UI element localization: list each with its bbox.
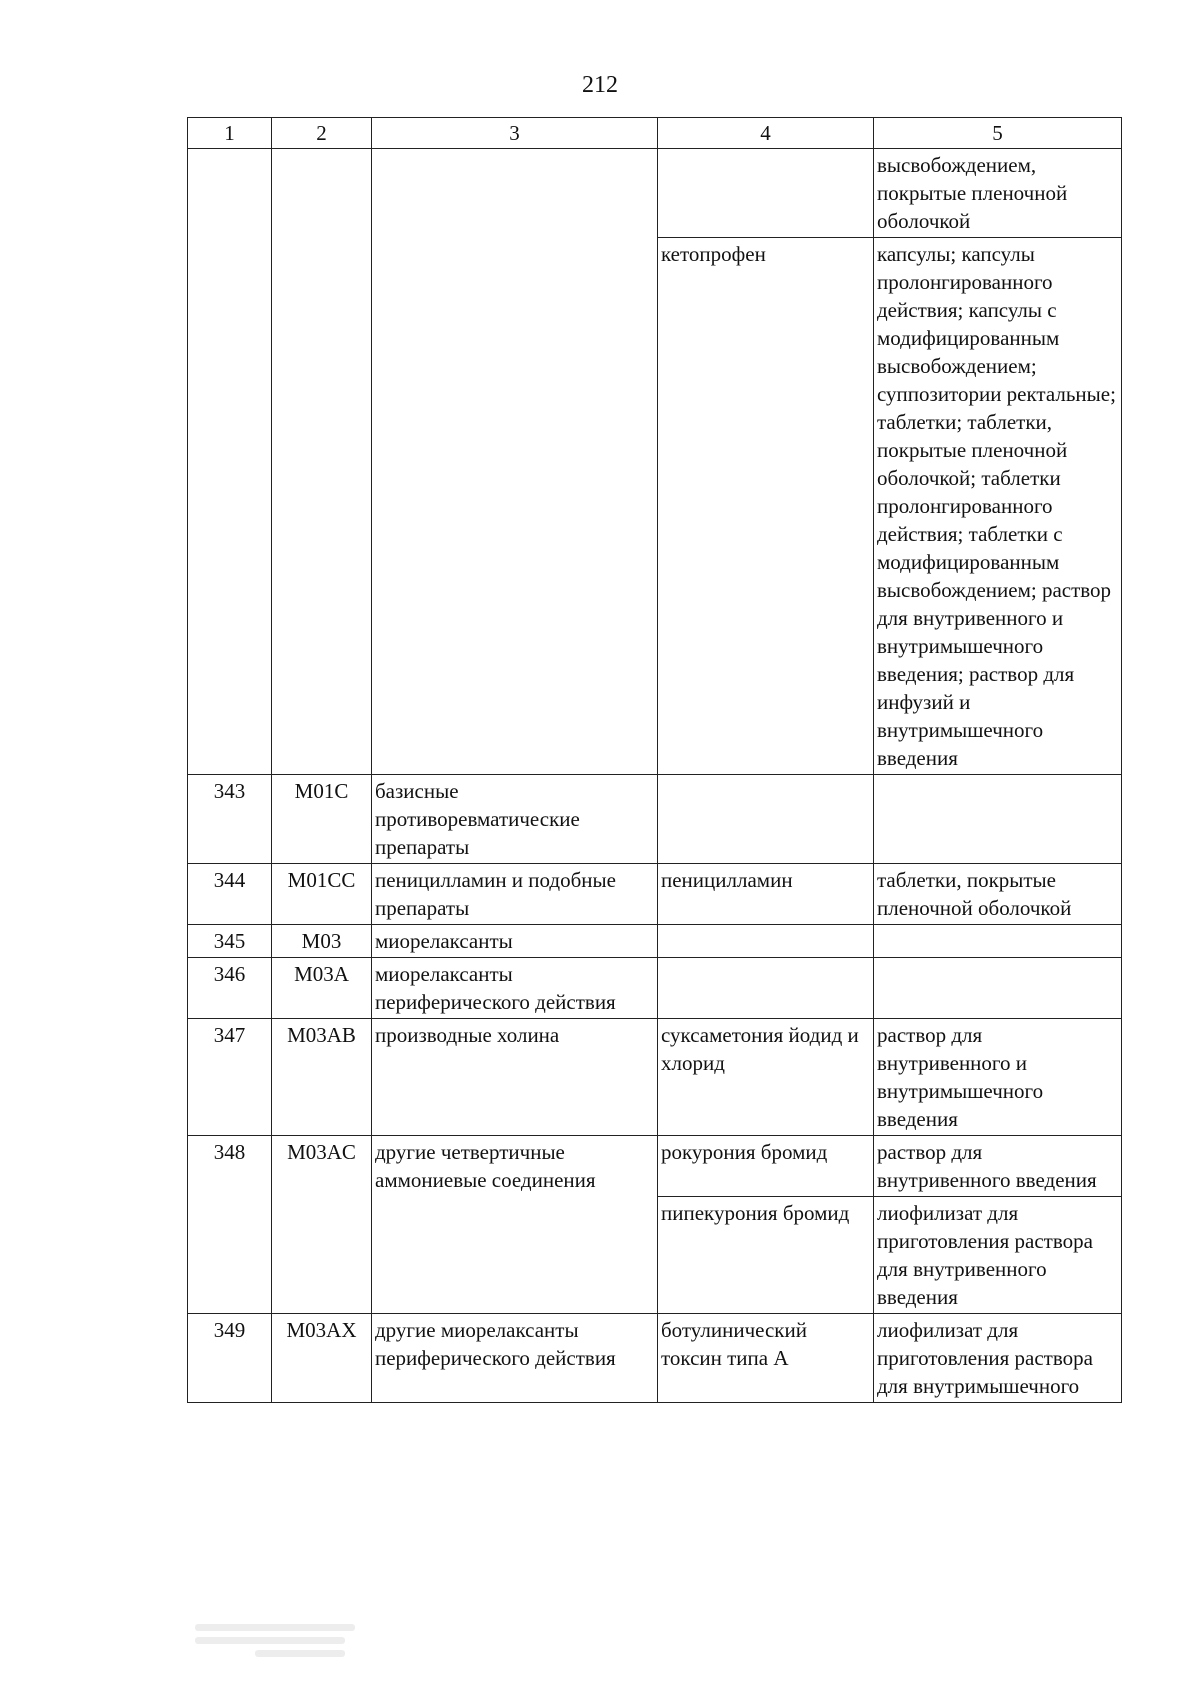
drug-name-cell: ботулинический токсин типа А — [658, 1314, 874, 1403]
group-name-cell: базисные противоревматические препараты — [372, 775, 658, 864]
medicines-table — [187, 117, 1122, 1403]
column-header-3: 3 — [372, 118, 658, 149]
atc-code-cell: M03AB — [272, 1019, 372, 1136]
drug-name-cell: пеницилламин — [658, 864, 874, 925]
drug-name-cell — [658, 149, 874, 238]
atc-code-cell: M01CC — [272, 864, 372, 925]
group-name-cell: другие четвертичные аммониевые соединения — [372, 1136, 658, 1314]
atc-code-cell: M03A — [272, 958, 372, 1019]
page-number: 212 — [582, 72, 618, 98]
drug-name-cell — [658, 925, 874, 958]
drug-name-cell: пипекурония бромид — [658, 1197, 874, 1314]
table-row — [188, 925, 1122, 958]
row-number-cell: 345 — [188, 925, 272, 958]
header-row — [188, 118, 1122, 149]
dosage-form-cell: высвобождением, покрытые пленочной оболочкой — [874, 149, 1122, 238]
table-row — [188, 775, 1122, 864]
drug-name-cell: кетопрофен — [658, 238, 874, 775]
row-number-cell: 343 — [188, 775, 272, 864]
column-header-2: 2 — [272, 118, 372, 149]
drug-name-cell: суксаметония йодид и хлорид — [658, 1019, 874, 1136]
faded-stamp-mark — [195, 1618, 370, 1668]
table-row — [188, 149, 1122, 238]
group-name-cell — [372, 149, 658, 775]
group-name-cell: другие миорелаксанты периферического действия — [372, 1314, 658, 1403]
row-number-cell: 346 — [188, 958, 272, 1019]
group-name-cell: миорелаксанты периферического действия — [372, 958, 658, 1019]
table-row — [188, 1019, 1122, 1136]
group-name-cell: производные холина — [372, 1019, 658, 1136]
group-name-cell: миорелаксанты — [372, 925, 658, 958]
dosage-form-cell: лиофилизат для приготовления раствора для внутримышечного — [874, 1314, 1122, 1403]
row-number-cell — [188, 149, 272, 775]
table-row — [188, 864, 1122, 925]
atc-code-cell — [272, 149, 372, 775]
row-number-cell: 347 — [188, 1019, 272, 1136]
column-header-5: 5 — [874, 118, 1122, 149]
column-header-1: 1 — [188, 118, 272, 149]
row-number-cell: 349 — [188, 1314, 272, 1403]
drug-name-cell — [658, 775, 874, 864]
atc-code-cell: M03 — [272, 925, 372, 958]
column-header-4: 4 — [658, 118, 874, 149]
table-row — [188, 1314, 1122, 1403]
table-row — [188, 1136, 1122, 1197]
dosage-form-cell — [874, 775, 1122, 864]
dosage-form-cell: раствор для внутривенного и внутримышечного введения — [874, 1019, 1122, 1136]
dosage-form-cell: капсулы; капсулы пролонгированного действия; капсулы с модифицированным высвобождением; суппозитории ректальные; таблетки; таблетки, покрытые пленочной оболочкой; таблетки пролонгированного действия; таблетки с модифицированным высвобождением; раствор для внутривенного и внутримышечного введения; раствор для инфузий и внутримышечного введения — [874, 238, 1122, 775]
dosage-form-cell — [874, 958, 1122, 1019]
group-name-cell: пеницилламин и подобные препараты — [372, 864, 658, 925]
dosage-form-cell: лиофилизат для приготовления раствора для внутривенного введения — [874, 1197, 1122, 1314]
dosage-form-cell: таблетки, покрытые пленочной оболочкой — [874, 864, 1122, 925]
row-number-cell: 348 — [188, 1136, 272, 1314]
atc-code-cell: M03AC — [272, 1136, 372, 1314]
dosage-form-cell — [874, 925, 1122, 958]
table-row — [188, 958, 1122, 1019]
atc-code-cell: M03AX — [272, 1314, 372, 1403]
drug-name-cell: рокурония бромид — [658, 1136, 874, 1197]
atc-code-cell: M01C — [272, 775, 372, 864]
dosage-form-cell: раствор для внутривенного введения — [874, 1136, 1122, 1197]
row-number-cell: 344 — [188, 864, 272, 925]
drug-name-cell — [658, 958, 874, 1019]
